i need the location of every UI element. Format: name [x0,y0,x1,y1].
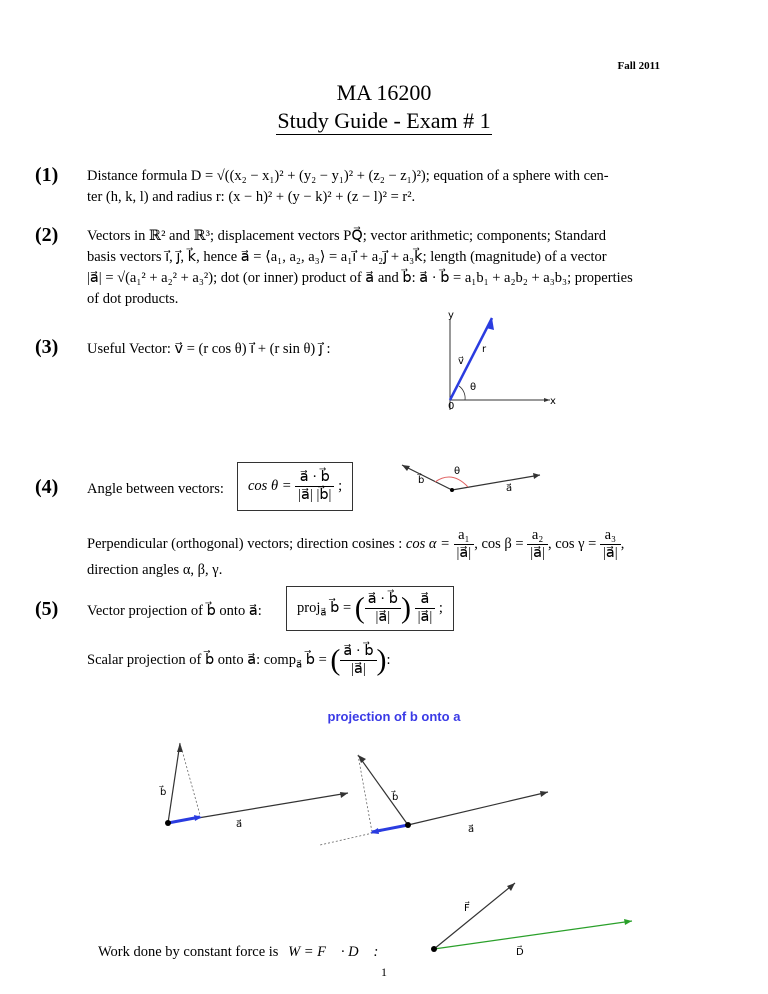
unit-circle-figure [390,310,560,415]
item-1-line2: ter (h, k, l) and radius r: (x − h)² + (y − k)² + (z − l)² = r². [87,189,416,205]
item-number-4: (4) [35,476,59,498]
projection-figure-2 [300,670,600,860]
angle-fraction: $\frac{a⃗ \cdot b⃗}{|a⃗| |b⃗|}$ [295,469,334,504]
angle-a-label: a⃗ [506,483,513,494]
proj1-a-label: a⃗ [236,819,243,830]
item-number-5: (5) [35,598,59,620]
scalar-projection-line: Scalar projection of b⃗ onto a⃗: comp$_{a⃗}$ b⃗ = ( $\frac{a⃗ \cdot b⃗}{|a⃗|}$ ): [87,643,391,677]
item-2-line2: basis vectors i⃗, j⃗, k⃗, hence a⃗ = ⟨a₁, a₂, a₃⟩ = a₁i⃗ + a₂j⃗ + a₃k⃗; length (magnitude) of a vector [87,249,607,265]
angle-theta-label: θ [454,466,461,477]
proj1-b-label: b⃗ [160,787,167,798]
item-number-1: (1) [35,164,59,186]
direction-angles-text: direction angles α, β, γ. [87,562,223,578]
term-label: Fall 2011 [617,60,660,72]
item-2-line3: |a⃗| = √(a₁² + a₂² + a₃²); dot (or inner) product of a⃗ and b⃗: a⃗ · b⃗ = a₁b₁ + a₂b₂ + a₃b₃; properties [87,270,633,286]
item-1-line1: Distance formula D = √((x₂ − x₁)² + (y₂ − y₁)² + (z₂ − z₁)²); equation of a sphere with cen- [87,168,609,184]
item-5-text: Vector projection of b⃗ onto a⃗: [87,603,262,619]
axis-x-label: x [550,396,556,407]
item-number-2: (2) [35,224,59,246]
proj2-b-label: b⃗ [392,792,399,803]
cos-theta-lhs: cos θ = [248,477,292,494]
item-number-3: (3) [35,336,59,358]
force-f-label: F⃗ [464,903,470,914]
v-label: v⃗ [458,356,464,367]
item-4-text: Angle between vectors: [87,481,224,497]
item-2-text [87,226,672,310]
r-label: r [482,344,487,355]
angle-formula-box: cos θ = $\frac{a⃗ \cdot b⃗}{|a⃗| |b⃗|}$ ; [237,462,353,511]
course-title: MA 16200 [336,80,432,105]
axis-y-label: y [448,310,454,321]
proj2-a-label: a⃗ [468,824,475,835]
page-number: 1 [381,965,387,979]
work-force-figure [420,875,640,965]
origin-label: 0 [448,401,455,412]
item-1-text [87,166,672,208]
force-d-label: D⃗ [516,947,524,958]
study-guide-title: Study Guide - Exam # 1 [277,108,491,133]
theta-label: θ [470,382,477,393]
item-2-line1: Vectors in ℝ² and ℝ³; displacement vectors PQ⃗; vector arithmetic; components; Standard [87,228,606,244]
angle-figure [390,455,570,500]
projection-figure-title: projection of b onto a [327,709,461,724]
item-3-text: Useful Vector: v⃗ = (r cos θ) i⃗ + (r sin θ) j⃗ : [87,341,331,357]
work-line: Work done by constant force is W = F⃗ · D⃗ : [98,944,379,960]
angle-b-label: b⃗ [418,475,425,486]
direction-cosines-line: Perpendicular (orthogonal) vectors; direction cosines : cos α = $\frac{\text{a₁}}{|a⃗|}$ , cos β = $\frac{\text{a₂}}{|a⃗|}$ , cos γ = $\frac{\text{a₃}}{|a⃗|}$ , [87,527,625,561]
vector-projection-box: proj$_{a⃗}$ b⃗ = ( $\frac{a⃗ \cdot b⃗}{|a⃗|}$ ) $\frac{a⃗}{|a⃗|}$ ; [286,586,454,631]
item-2-line4: of dot products. [87,291,179,307]
